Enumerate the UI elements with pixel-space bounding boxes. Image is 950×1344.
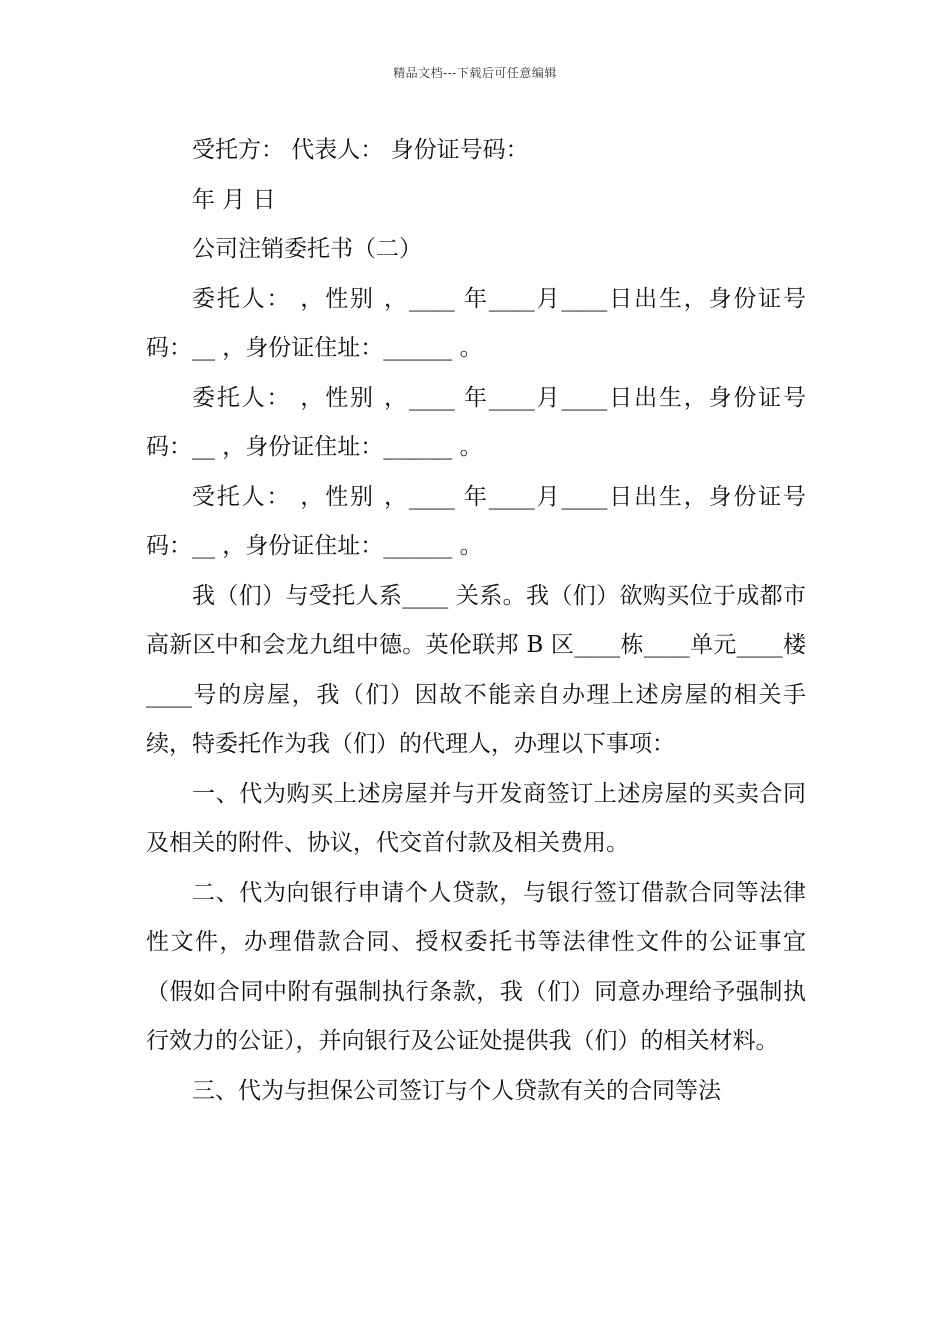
date-line: 年 月 日 [192, 186, 276, 213]
document-title: 公司注销委托书（二） [192, 236, 422, 262]
page-header: 精品文档---下载后可任意编辑 [393, 66, 557, 80]
principal-info-paragraph: 委托人： ，性别 ，____ 年____月____日出生，身份证号码：__ ，身份证住址：______ 。 [146, 285, 806, 361]
item-one-paragraph: 一、代为购买上述房屋并与开发商签订上述房屋的买卖合同及相关的附件、协议，代交首付款及相关费用。 [146, 780, 806, 856]
document-body [146, 126, 806, 1116]
authorization-paragraph: 我（们）与受托人系____ 关系。我（们）欲购买位于成都市高新区中和会龙九组中德。英伦联邦 B 区____栋____单元____楼____号的房屋，我（们）因故不能亲自办理上述房屋的相关手续，特委托作为我（们）的代理人，办理以下事项： [146, 582, 806, 757]
agent-info-paragraph: 受托人： ，性别 ，____ 年____月____日出生，身份证号码：__ ，身份证住址：______ 。 [146, 483, 806, 559]
principal-info-paragraph: 委托人： ，性别 ，____ 年____月____日出生，身份证号码：__ ，身份证住址：______ 。 [146, 384, 806, 460]
item-three-paragraph: 三、代为与担保公司签订与个人贷款有关的合同等法 [192, 1077, 721, 1104]
item-two-paragraph: 二、代为向银行申请个人贷款，与银行签订借款合同等法律性文件，办理借款合同、授权委托书等法律性文件的公证事宜（假如合同中附有强制执行条款，我（们）同意办理给予强制执行效力的公证），并向银行及公证处提供我（们）的相关材料。 [146, 879, 806, 1054]
trustee-signature-line: 受托方： 代表人： 身份证号码： [192, 137, 529, 163]
